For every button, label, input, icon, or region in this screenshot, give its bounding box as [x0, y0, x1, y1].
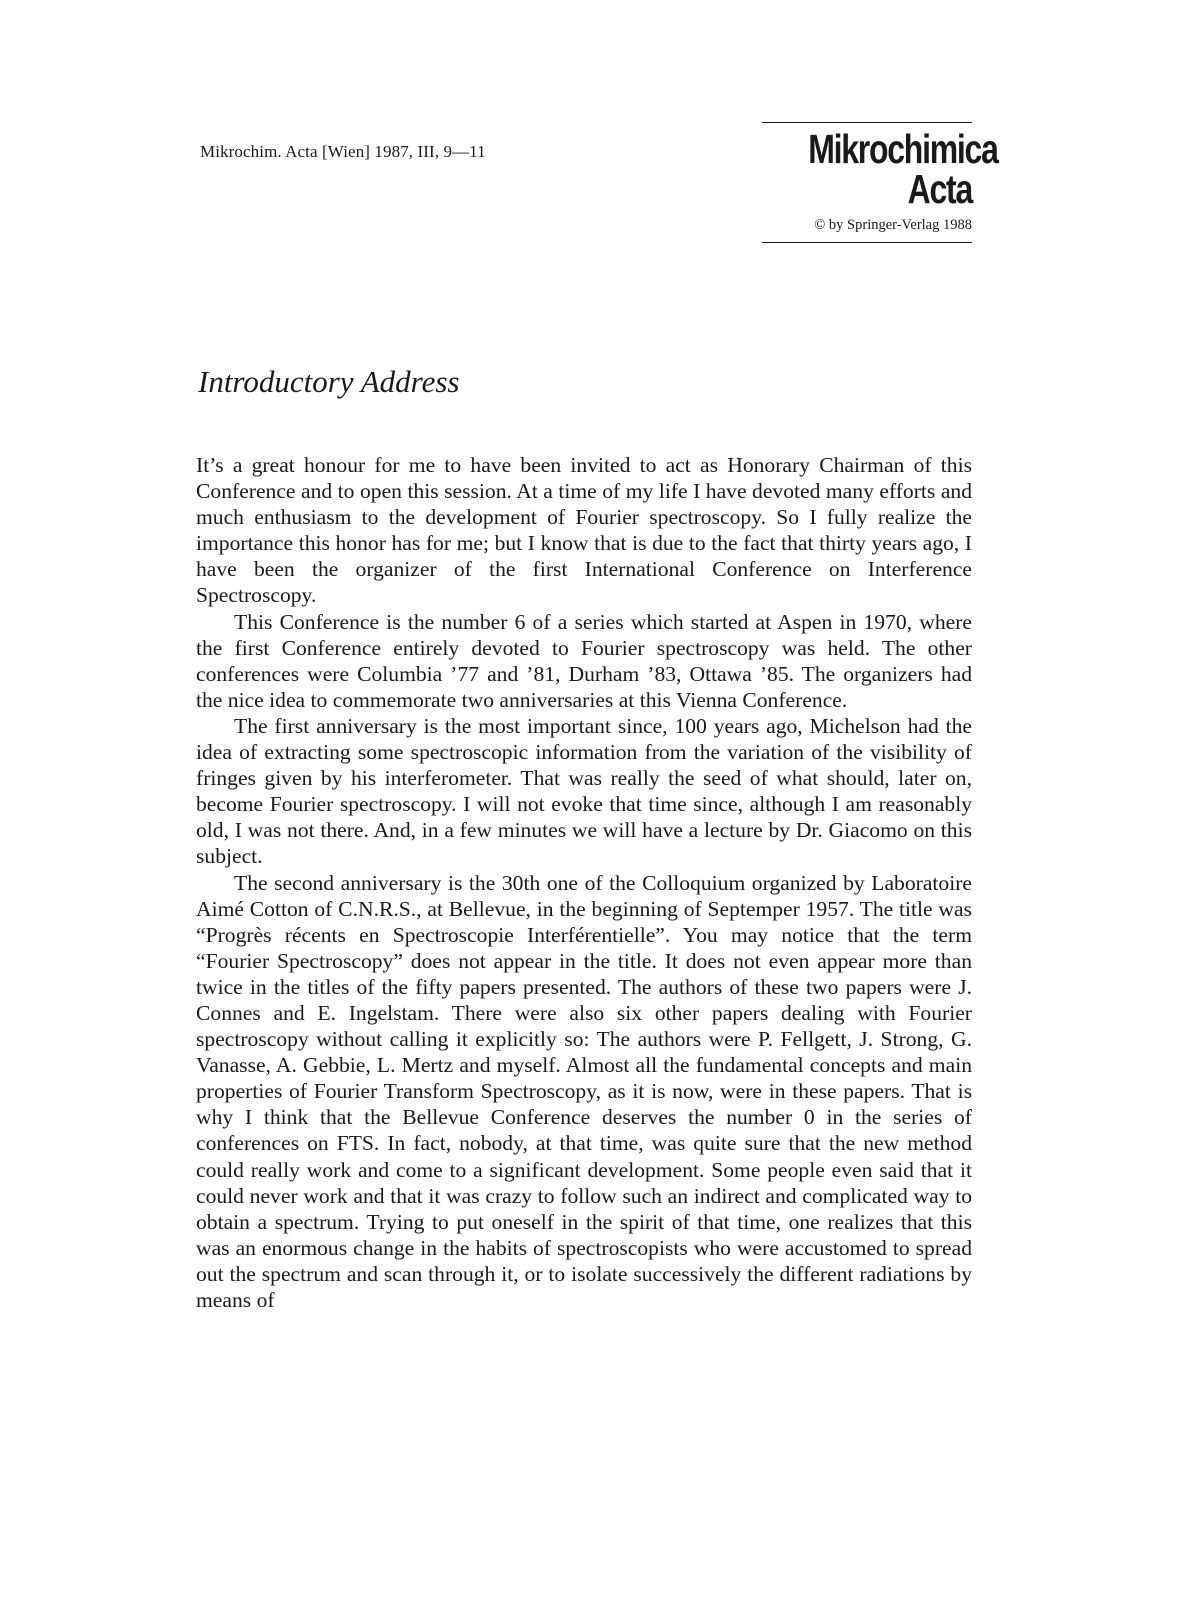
journal-logo-line1: Mikrochimica	[808, 126, 998, 172]
journal-masthead	[762, 122, 998, 243]
journal-citation: Mikrochim. Acta [Wien] 1987, III, 9—11	[200, 142, 486, 161]
paragraph-4: The second anniversary is the 30th one of the Colloquium organized by Laboratoire Aimé Cotton of C.N.R.S., at Bellevue, in the beginning of Septemper 1957. The title was “Progrès récents en Spectroscopie Interférentielle”. You may notice that the term “Fourier Spectroscopy” does not appear in the title. It does not even appear more than twice in the titles of the fifty papers presented. The authors of these two papers were J. Connes and E. Ingelstam. There were also six other papers dealing with Fourier spectroscopy without calling it explicitly so: The authors were P. Fellgett, J. Strong, G. Vanasse, A. Gebbie, L. Mertz and myself. Almost all the fundamental concepts and main properties of Fourier Transform Spectroscopy, as it is now, were in these papers. That is why I think that the Bellevue Conference deserves the number 0 in the series of conferences on FTS. In fact, nobody, at that time, was quite sure that the new method could really work and come to a significant development. Some people even said that it could never work and that it was crazy to follow such an indirect and complicated way to obtain a spectrum. Trying to put oneself in the spirit of that time, one realizes that this was an enormous change in the habits of spectroscopists who were accustomed to spread out the spectrum and scan through it, or to isolate successively the different radiations by means of	[196, 870, 972, 1312]
journal-logo-line2: Acta	[907, 166, 972, 213]
masthead-top-rule	[762, 122, 972, 123]
article-body	[196, 452, 972, 1313]
masthead-bottom-rule	[762, 242, 972, 243]
paragraph-3: The first anniversary is the most important since, 100 years ago, Michelson had the idea of extracting some spectroscopic information from the variation of the visibility of fringes given by his interferometer. That was really the seed of what should, later on, become Fourier spectroscopy. I will not evoke that time since, although I am reasonably old, I was not there. And, in a few minutes we will have a lecture by Dr. Giacomo on this subject.	[196, 713, 972, 869]
paragraph-2: This Conference is the number 6 of a series which started at Aspen in 1970, where the first Conference entirely devoted to Fourier spectroscopy was held. The other conferences were Columbia ’77 and ’81, Durham ’83, Ottawa ’85. The organizers had the nice idea to commemorate two anniversaries at this Vienna Conference.	[196, 609, 972, 712]
article-title: Introductory Address	[198, 364, 460, 399]
journal-logo	[762, 126, 998, 213]
copyright-notice: © by Springer-Verlag 1988	[814, 217, 972, 234]
paragraph-1: It’s a great honour for me to have been invited to act as Honorary Chairman of this Conference and to open this session. At a time of my life I have devoted many efforts and much enthusiasm to the development of Fourier spectroscopy. So I fully realize the importance this honor has for me; but I know that is due to the fact that thirty years ago, I have been the organizer of the first International Conference on Interference Spectroscopy.	[196, 453, 972, 608]
